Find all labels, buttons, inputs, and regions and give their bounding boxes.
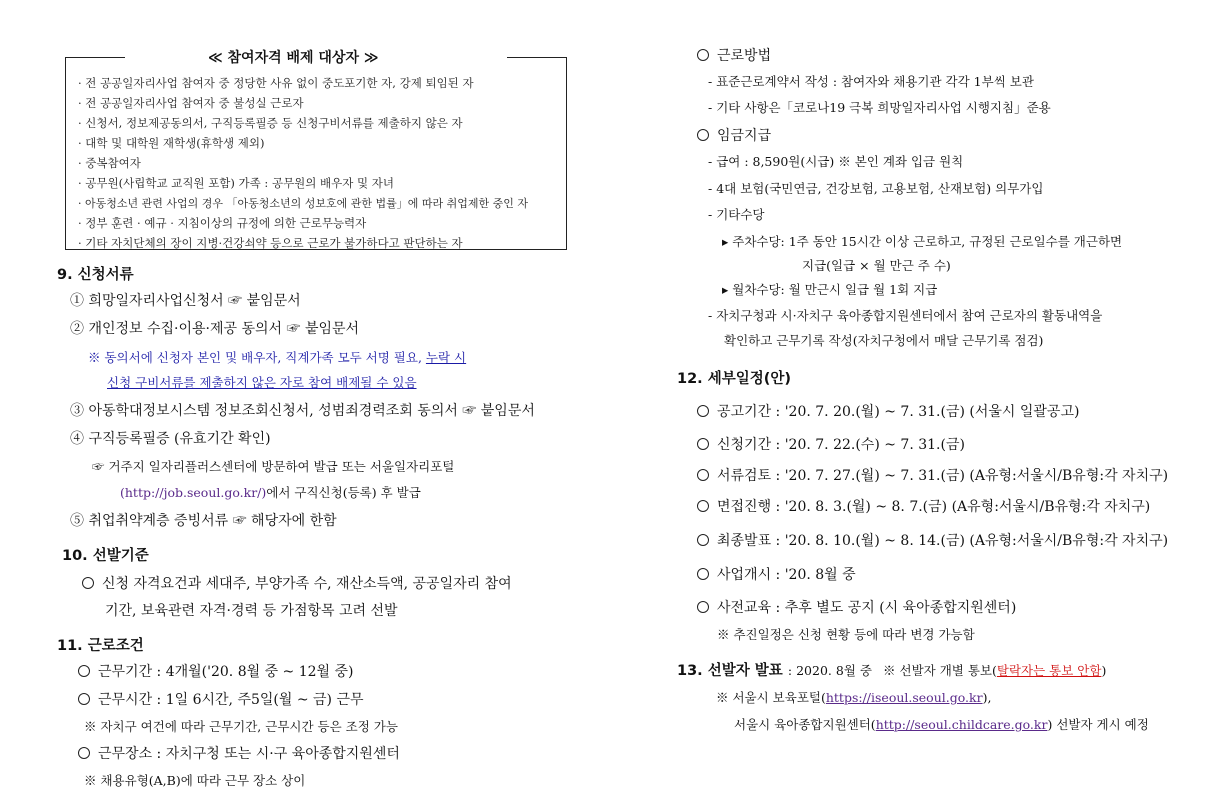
exclusion-item: · 전 공공일자리사업 참여자 중 불성실 근로자 <box>78 96 304 110</box>
schedule-item-text: 사업개시 : '20. 8월 중 <box>717 567 856 583</box>
portal-text: ※ 서울시 보육포털( <box>716 690 826 705</box>
monitor-line-1: - 자치구청과 시·자치구 육아종합지원센터에서 참여 근로자의 활동내역을 <box>708 308 1103 323</box>
work-period <box>78 661 354 681</box>
work-method-2: - 기타 사항은「코로나19 극복 희망일자리사업 시행지침」준용 <box>708 100 1051 115</box>
work-hours-note: ※ 자치구 여건에 따라 근무기간, 근무시간 등은 조정 가능 <box>84 719 398 734</box>
wage-heading <box>697 125 771 145</box>
doc-item-1: ① 희망일자리사업신청서 ☞ 붙임문서 <box>70 293 301 309</box>
work-place <box>78 743 400 763</box>
job-portal-link[interactable]: (http://job.seoul.go.kr/) <box>120 485 267 500</box>
work-method-heading-text: 근로방법 <box>717 48 772 64</box>
childcare-text-end: ) 선발자 게시 예정 <box>1047 717 1149 732</box>
exclusion-box-title: ≪ 참여자격 배제 대상자 ≫ <box>208 50 379 66</box>
schedule-item-text: 면접진행 : '20. 8. 3.(월) ~ 8. 7.(금) (A유형:서울시/B유형:각 자치구) <box>717 499 1151 515</box>
circle-bullet-icon <box>697 500 709 512</box>
selection-line2: 기간, 보육관련 자격·경력 등 가점항목 고려 선발 <box>105 603 398 619</box>
schedule-item-text: 사전교육 : 추후 별도 공지 (시 육아종합지원센터) <box>717 600 1017 616</box>
consent-note-underlined: 누락 시 <box>425 350 467 365</box>
announce-date: : 2020. 8월 중 <box>787 663 872 678</box>
circle-bullet-icon <box>82 577 94 589</box>
consent-note-text: ※ 동의서에 신청자 본인 및 배우자, 직계가족 모두 서명 필요, <box>88 350 422 365</box>
childcare-text: 서울시 육아종합지원센터( <box>734 717 876 732</box>
doc-item-4-sub2 <box>120 483 421 501</box>
schedule-item <box>697 597 1016 617</box>
exclusion-item: · 중복참여자 <box>78 156 141 170</box>
work-method-1: - 표준근로계약서 작성 : 참여자와 채용기관 각각 1부씩 보관 <box>708 74 1034 89</box>
circle-bullet-icon <box>697 405 709 417</box>
schedule-item-text: 공고기간 : '20. 7. 20.(월) ~ 7. 31.(금) (서울시 일괄공고) <box>717 404 1080 420</box>
exclusion-item: · 기타 자치단체의 장이 지병·건강쇠약 등으로 근로가 불가하다고 판단하는 자 <box>78 236 463 250</box>
circle-bullet-icon <box>697 438 709 450</box>
portal-line <box>716 688 991 706</box>
wage-heading-text: 임금지급 <box>717 128 772 144</box>
work-hours-text: 근무시간 : 1일 6시간, 주5일(월 ~ 금) 근무 <box>98 692 364 708</box>
schedule-item <box>697 465 1168 485</box>
doc-item-5: ⑤ 취업취약계층 증빙서류 ☞ 해당자에 한함 <box>70 513 337 529</box>
exclusion-item: · 신청서, 정보제공동의서, 구직등록필증 등 신청구비서류를 제출하지 않은 자 <box>78 116 463 130</box>
schedule-item <box>697 401 1079 421</box>
schedule-item <box>697 434 965 454</box>
childcare-link[interactable]: http://seoul.childcare.go.kr <box>875 717 1048 732</box>
work-place-text: 근무장소 : 자치구청 또는 시·구 육아종합지원센터 <box>98 746 400 762</box>
section11-heading: 11. 근로조건 <box>57 638 144 654</box>
circle-bullet-icon <box>697 49 709 61</box>
schedule-item-text: 최종발표 : '20. 8. 10.(월) ~ 8. 14.(금) (A유형:서울시/B유형:각 자치구) <box>717 533 1169 549</box>
schedule-item <box>697 496 1150 516</box>
exclusion-item: · 정부 훈련 · 예규 · 지침이상의 규정에 의한 근로무능력자 <box>78 216 367 230</box>
circle-bullet-icon <box>697 534 709 546</box>
wage-line-2: - 4대 보험(국민연금, 건강보험, 고용보험, 산재보험) 의무가입 <box>708 181 1044 196</box>
consent-note <box>88 348 466 366</box>
section13-line <box>677 659 1106 680</box>
work-place-note: ※ 채용유형(A,B)에 따라 근무 장소 상이 <box>84 773 306 788</box>
schedule-note: ※ 추진일정은 신청 현황 등에 따라 변경 가능함 <box>717 627 975 642</box>
doc-item-4: ④ 구직등록필증 (유효기간 확인) <box>70 431 271 447</box>
exclusion-item: · 공무원(사립학교 교직원 포함) 가족 : 공무원의 배우자 및 자녀 <box>78 176 395 190</box>
consent-note-line2: 신청 구비서류를 제출하지 않은 자로 참여 배제될 수 있음 <box>107 375 417 390</box>
exclusion-item: · 아동청소년 관련 사업의 경우 「아동청소년의 성보호에 관한 법률」에 따라 취업제한 중인 자 <box>78 197 528 210</box>
portal-text-end: ), <box>982 690 992 705</box>
childcare-line <box>734 715 1149 733</box>
selection-line1 <box>82 573 512 593</box>
exclusion-item: · 전 공공일자리사업 참여자 중 정당한 사유 없이 중도포기한 자, 강제 퇴임된 자 <box>78 76 474 90</box>
wage-line-3: - 기타수당 <box>708 207 765 222</box>
circle-bullet-icon <box>697 601 709 613</box>
announce-notice-red: 탈락자는 통보 안함 <box>996 663 1102 678</box>
wage-line-1: - 급여 : 8,590원(시급) ※ 본인 계좌 입금 원칙 <box>708 154 964 169</box>
monthly-allowance: ▸ 월차수당: 월 만근시 일급 월 1회 지급 <box>722 282 938 297</box>
section9-heading: 9. 신청서류 <box>57 267 134 283</box>
selection-line1-text: 신청 자격요건과 세대주, 부양가족 수, 재산소득액, 공공일자리 참여 <box>102 576 512 592</box>
circle-bullet-icon <box>697 568 709 580</box>
circle-bullet-icon <box>697 469 709 481</box>
monitor-line-2: 확인하고 근무기록 작성(자치구청에서 매달 근무기록 점검) <box>724 333 1044 348</box>
doc-item-3: ③ 아동학대정보시스템 정보조회신청서, 성범죄경력조회 동의서 ☞ 붙임문서 <box>70 403 535 419</box>
circle-bullet-icon <box>78 747 90 759</box>
circle-bullet-icon <box>697 129 709 141</box>
exclusion-item: · 대학 및 대학원 재학생(휴학생 제외) <box>78 136 265 150</box>
weekly-allowance-2: 지급(일급 × 월 만근 주 수) <box>802 258 951 273</box>
announce-notice-end: ) <box>1101 663 1107 678</box>
section10-heading: 10. 선발기준 <box>62 548 149 564</box>
circle-bullet-icon <box>78 693 90 705</box>
doc-item-4-sub2-text: 에서 구직신청(등록) 후 발급 <box>266 485 421 500</box>
announce-notice: ※ 선발자 개별 통보( <box>883 663 997 678</box>
work-period-text: 근무기간 : 4개월('20. 8월 중 ~ 12월 중) <box>98 664 354 680</box>
schedule-item-text: 신청기간 : '20. 7. 22.(수) ~ 7. 31.(금) <box>717 437 965 453</box>
schedule-item <box>697 564 856 584</box>
schedule-item <box>697 530 1168 550</box>
weekly-allowance: ▸ 주차수당: 1주 동안 15시간 이상 근로하고, 규정된 근로일수를 개근하면 <box>722 234 1123 249</box>
doc-item-2: ② 개인정보 수집·이용·제공 동의서 ☞ 붙임문서 <box>70 321 360 337</box>
schedule-item-text: 서류검토 : '20. 7. 27.(월) ~ 7. 31.(금) (A유형:서울시/B유형:각 자치구) <box>717 468 1169 484</box>
circle-bullet-icon <box>78 665 90 677</box>
doc-item-4-sub1: ☞ 거주지 일자리플러스센터에 방문하여 발급 또는 서울일자리포털 <box>92 459 455 474</box>
section13-heading: 13. 선발자 발표 <box>677 663 783 679</box>
work-hours <box>78 689 364 709</box>
iseoul-link[interactable]: https://iseoul.seoul.go.kr <box>825 690 983 705</box>
box-border-right <box>507 57 567 58</box>
box-border-left <box>65 57 125 58</box>
section12-heading: 12. 세부일정(안) <box>677 371 792 387</box>
work-method-heading <box>697 45 771 65</box>
